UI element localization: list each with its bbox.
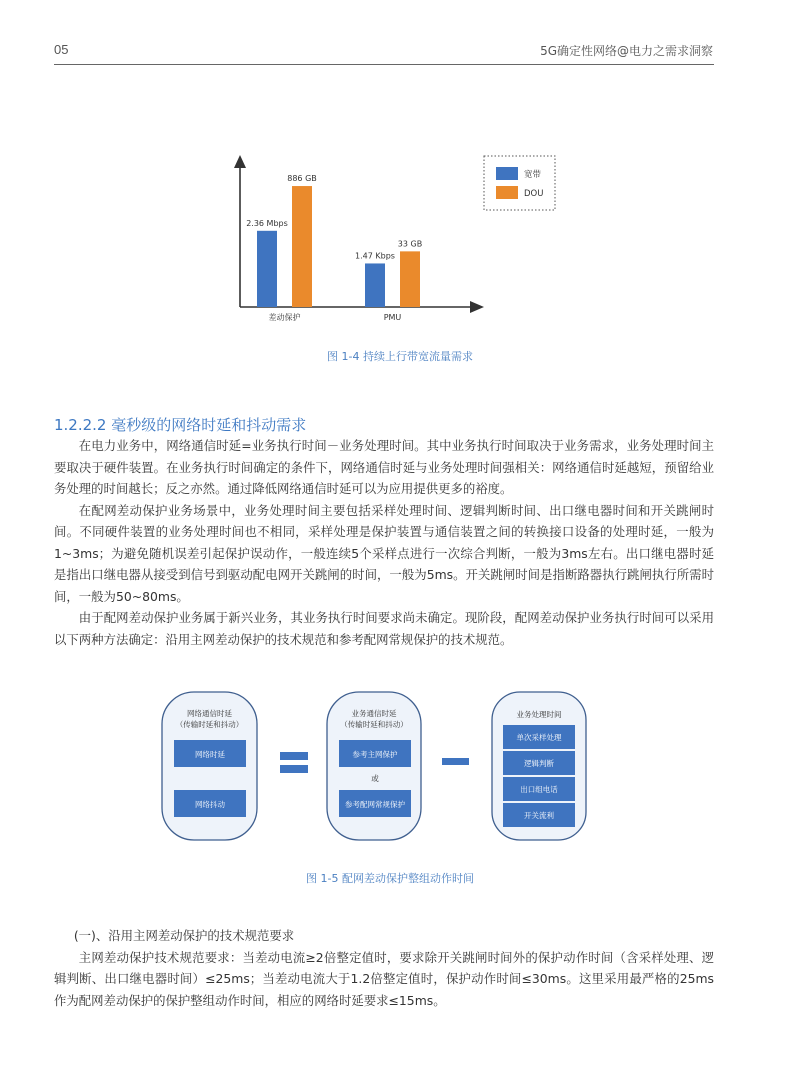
bar-dou-0 [292,186,312,307]
category-label: 差动保护 [268,313,301,322]
bar-value-label: 1.47 Kbps [355,251,395,261]
legend-swatch-bandwidth [496,167,518,180]
block-ref-distribution-label: 参考配网常规保护 [345,800,405,809]
or-label: 或 [371,774,379,783]
subsection-body [54,925,714,1011]
legend-label-bandwidth: 宽带 [524,170,542,180]
processing-time-container [492,692,586,840]
paragraph-2: 在配网差动保护业务场景中，业务处理时间主要包括采样处理时间、逻辑判断时间、出口继电器时间和开关跳闸时间。不同硬件装置的业务处理时间也不相同，采样处理是保护装置与通信装置之间的转换接口设备的处理时延，一般为1~3ms；为避免随机误差引起保护误动作，一般连续5个采样点进行一次综合判断，一般为3ms左右。出口继电器时延是指出口继电器从接受到信号到驱动配电网开关跳闸的时间，一般为5ms。开关跳闸时间是指断路器执行跳闸执行所需时间，一般为50~80ms。 [54,502,714,604]
figure-caption-1-4: 图 1-4 持续上行带宽流量需求 [327,350,473,363]
block-ref-main-grid-label: 参考主网保护 [352,750,398,759]
block-relay-label: 出口组电话 [520,785,558,794]
subsection-paragraph: 主网差动保护技术规范要求：当差动电流≥2倍整定值时，要求除开关跳闸时间外的保护动作时间（含采样处理、逻辑判断、出口继电器时间）≤25ms；当差动电流大于1.2倍整定值时，保护动作时间≤30ms。这里采用最严格的25ms作为配网差动保护的保护整组动作时间，相应的网络时延要求≤15ms。 [54,949,714,1008]
header-divider [54,64,714,65]
document-title: 5G确定性网络@电力之需求洞察 [540,44,713,58]
x-axis-arrow-icon [470,301,484,313]
box1-subtitle: （传输时延和抖动） [175,720,244,729]
box3-title: 业务处理时间 [516,710,562,719]
bar-bandwidth-0 [257,231,277,307]
paragraph-1: 在电力业务中，网络通信时延=业务执行时间－业务处理时间。其中业务执行时间取决于业务需求，业务处理时间主要取决于硬件装置。在业务执行时间确定的条件下，网络通信时延与业务处理时间强相关：网络通信时延越短，预留给业务处理的时间越长；反之亦然。通过降低网络通信时延可以为应用提供更多的裕度。 [54,438,714,496]
action-time-diagram [155,685,595,847]
category-label: PMU [383,313,402,322]
service-delay-container [327,692,421,840]
block-network-jitter-label: 网络抖动 [195,800,225,809]
bar-value-label: 2.36 Mbps [246,218,288,228]
equals-icon [280,752,308,773]
bar-value-label: 886 GB [287,174,317,184]
figure-caption-1-5: 图 1-5 配网差动保护整组动作时间 [306,872,474,885]
legend-label-dou: DOU [524,189,544,199]
bar-bandwidth-1 [365,263,385,307]
box2-subtitle: （传输时延和抖动） [340,720,408,729]
y-axis-arrow-icon [234,155,246,168]
page-number: 05 [54,42,69,57]
legend-border [484,156,555,210]
section-body [54,435,714,650]
network-delay-container [162,692,257,840]
bar-dou-1 [400,251,420,307]
box2-title: 业务通信时延 [351,709,397,718]
box1-title: 网络通信时延 [187,709,232,718]
minus-icon [442,758,469,765]
section-heading: 1.2.2.2 毫秒级的网络时延和抖动需求 [54,416,307,434]
paragraph-3: 由于配网差动保护业务属于新兴业务，其业务执行时间要求尚未确定。现阶段，配网差动保护业务执行时间可以采用以下两种方法确定：沿用主网差动保护的技术规范和参考配网常规保护的技术规范。 [54,610,714,647]
block-network-latency-label: 网络时延 [195,750,225,759]
block-logic-label: 逻辑判断 [524,759,554,768]
bandwidth-chart [220,150,565,330]
legend-swatch-dou [496,186,518,199]
block-sampling-label: 单次采样处理 [516,733,562,742]
chart-legend [484,156,555,210]
bar-value-label: 33 GB [397,239,423,249]
block-switch-label: 开关流利 [524,811,554,820]
subsection-heading: (一)、沿用主网差动保护的技术规范要求 [73,928,295,943]
